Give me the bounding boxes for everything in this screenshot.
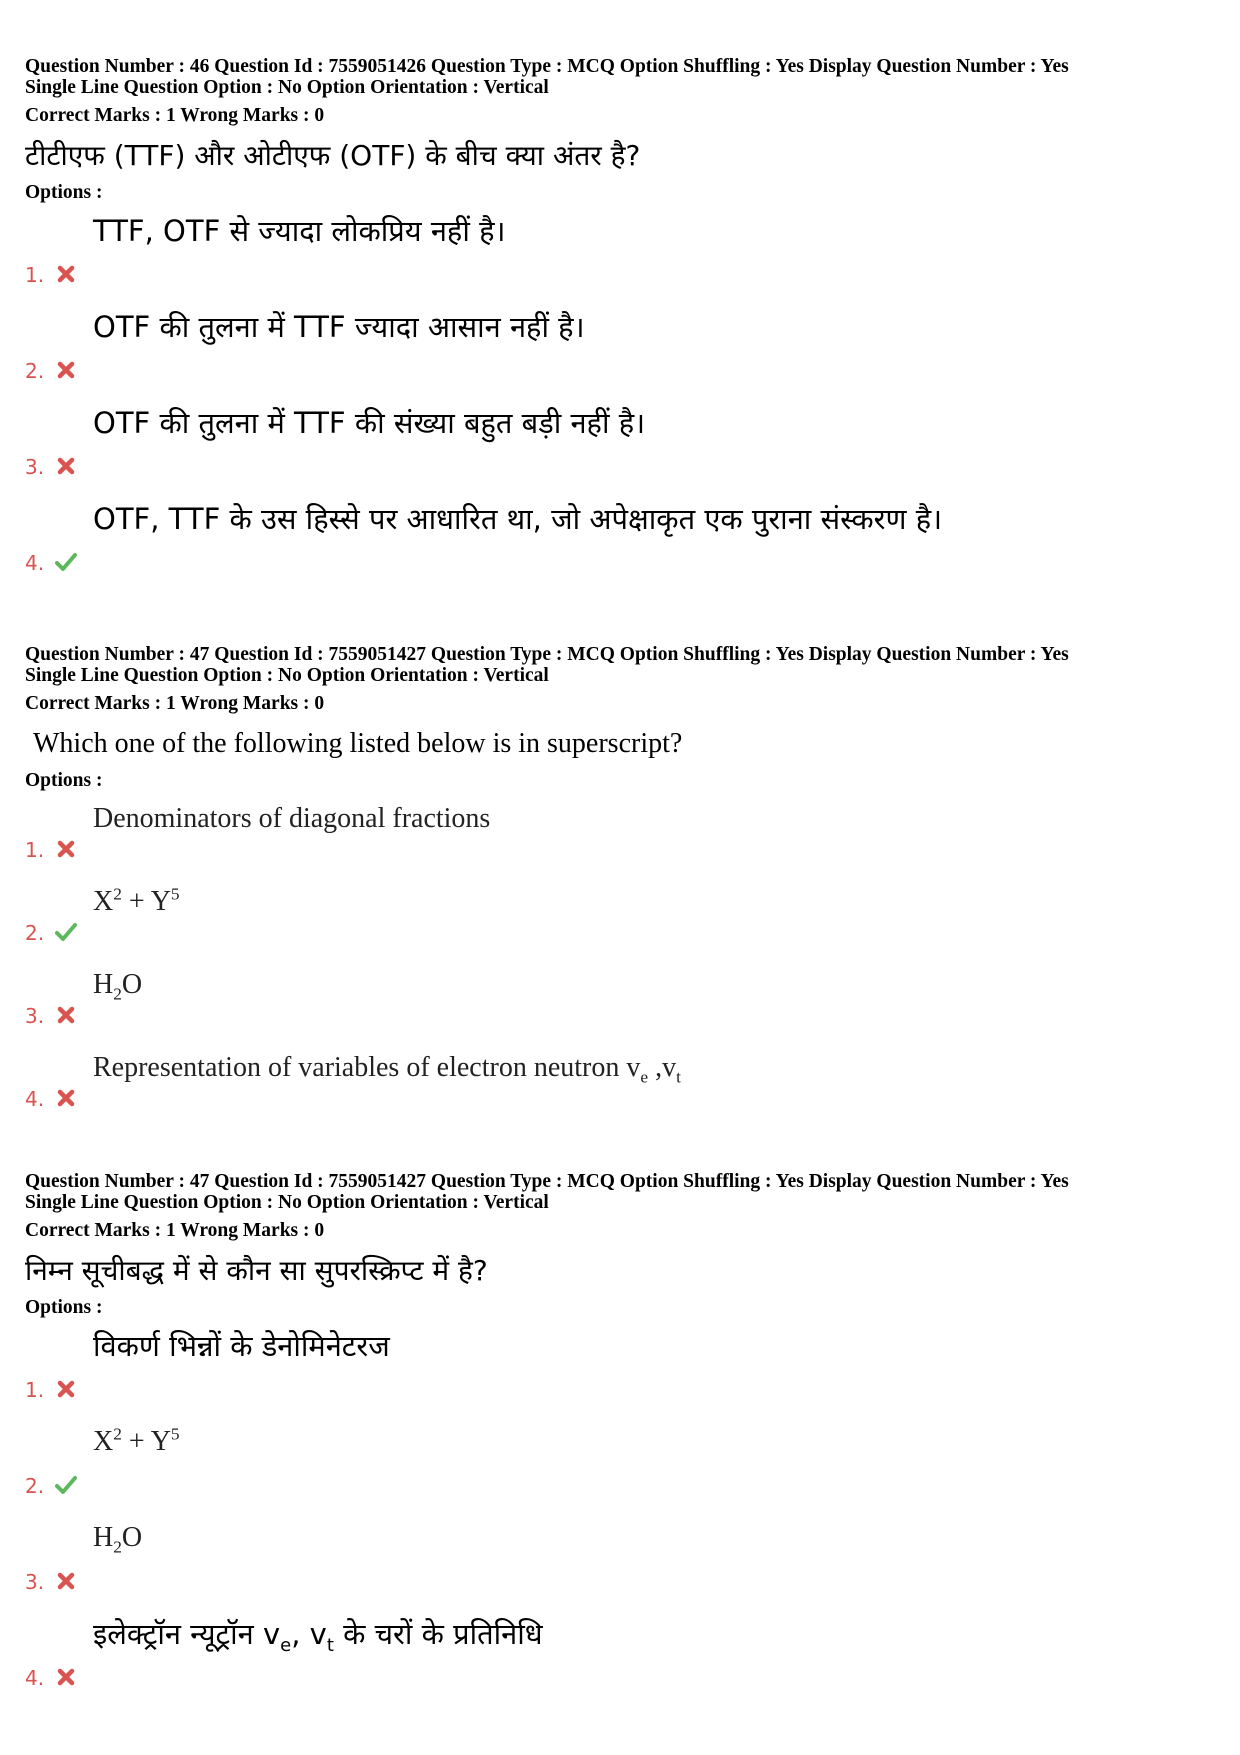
marks-info: Correct Marks : 1 Wrong Marks : 0: [25, 105, 325, 126]
o-term: O: [121, 969, 143, 1000]
x-term: X: [93, 1426, 114, 1457]
option-text: OTF की तुलना में TTF की संख्या बहुत बड़ी नहीं है।: [93, 406, 646, 440]
check-icon: [55, 1474, 77, 1496]
y-exponent: 5: [170, 884, 180, 904]
check-icon: [55, 921, 77, 943]
y-term: Y: [150, 1426, 171, 1457]
option-number: 1.: [25, 838, 45, 862]
option-4[interactable]: [25, 1606, 1215, 1702]
option-1[interactable]: [25, 791, 1215, 874]
option-3[interactable]: [25, 395, 1215, 491]
option-number: 3.: [25, 1570, 45, 1594]
option-text: [93, 1048, 681, 1088]
option-formula: [93, 882, 180, 922]
option-formula: [93, 1422, 180, 1462]
question-meta-2: Single Line Question Option : No Option Orientation : Vertical: [25, 665, 549, 686]
question-47-hindi: [25, 1171, 1215, 1702]
question-meta-2: Single Line Question Option : No Option Orientation : Vertical: [25, 1192, 549, 1213]
cross-icon: [55, 1378, 77, 1400]
question-text: टीटीएफ (TTF) और ओटीएफ (OTF) के बीच क्या अंतर है?: [25, 139, 641, 172]
option-number: 3.: [25, 455, 45, 479]
o-term: O: [121, 1522, 143, 1553]
option-number: 3.: [25, 1004, 45, 1028]
option-number: 4.: [25, 1087, 45, 1111]
option-number: 1.: [25, 263, 45, 287]
y-term: Y: [150, 886, 171, 917]
option-text: OTF, TTF के उस हिस्से पर आधारित था, जो अपेक्षाकृत एक पुराना संस्करण है।: [93, 502, 943, 536]
v-term: v: [262, 1617, 281, 1651]
option-text: विकर्ण भिन्नों के डेनोमिनेटरज: [93, 1329, 390, 1363]
option-text: TTF, OTF से ज्यादा लोकप्रिय नहीं है।: [93, 214, 506, 248]
option-text-main: इलेक्ट्रॉन न्यूट्रॉन: [93, 1617, 263, 1651]
h-term: H: [93, 969, 114, 1000]
question-46: [25, 56, 1215, 587]
option-4[interactable]: [25, 1040, 1215, 1123]
option-number: 2.: [25, 1474, 45, 1498]
option-number: 1.: [25, 1378, 45, 1402]
check-icon: [55, 551, 77, 573]
cross-icon: [55, 455, 77, 477]
cross-icon: [55, 1666, 77, 1688]
option-2[interactable]: [25, 1414, 1215, 1510]
option-number: 2.: [25, 921, 45, 945]
options-label: Options :: [25, 770, 103, 791]
question-47-english: [25, 644, 1215, 1123]
question-meta: Question Number : 46 Question Id : 7559051426 Question Type : MCQ Option Shuffling : Yes Display Question Number : Yes: [25, 56, 1069, 77]
option-formula: [93, 1518, 142, 1558]
question-text: निम्न सूचीबद्ध में से कौन सा सुपरस्क्रिप्ट में है?: [25, 1254, 488, 1287]
h-subscript: 2: [113, 984, 122, 1004]
x-exponent: 2: [113, 884, 122, 904]
v-subscript: e: [280, 1634, 292, 1656]
v-subscript: e: [640, 1067, 649, 1087]
option-2[interactable]: [25, 874, 1215, 957]
question-meta-2: Single Line Question Option : No Option Orientation : Vertical: [25, 77, 549, 98]
x-term: X: [93, 886, 114, 917]
separator: ,: [648, 1052, 663, 1083]
option-text: [93, 1614, 543, 1654]
option-formula: [93, 965, 142, 1005]
options-label: Options :: [25, 182, 103, 203]
separator: ,: [291, 1617, 310, 1651]
v-subscript: t: [326, 1634, 334, 1656]
plus-sign: +: [121, 886, 151, 917]
option-number: 4.: [25, 551, 45, 575]
option-1[interactable]: [25, 1318, 1215, 1414]
h-subscript: 2: [113, 1537, 122, 1557]
cross-icon: [55, 1087, 77, 1109]
cross-icon: [55, 1004, 77, 1026]
question-meta: Question Number : 47 Question Id : 7559051427 Question Type : MCQ Option Shuffling : Yes Display Question Number : Yes: [25, 1171, 1069, 1192]
option-2[interactable]: [25, 299, 1215, 395]
v-term: v: [309, 1617, 327, 1651]
option-text: Denominators of diagonal fractions: [93, 803, 491, 834]
y-exponent: 5: [170, 1424, 180, 1444]
plus-sign: +: [121, 1426, 151, 1457]
question-meta: Question Number : 47 Question Id : 7559051427 Question Type : MCQ Option Shuffling : Yes Display Question Number : Yes: [25, 644, 1069, 665]
cross-icon: [55, 359, 77, 381]
option-3[interactable]: [25, 957, 1215, 1040]
v-term: v: [662, 1052, 677, 1083]
h-term: H: [93, 1522, 114, 1553]
options-label: Options :: [25, 1297, 103, 1318]
cross-icon: [55, 838, 77, 860]
x-exponent: 2: [113, 1424, 122, 1444]
option-text-main: Representation of variables of electron neutron: [93, 1052, 627, 1083]
marks-info: Correct Marks : 1 Wrong Marks : 0: [25, 693, 325, 714]
question-text: Which one of the following listed below is in superscript?: [33, 728, 683, 759]
marks-info: Correct Marks : 1 Wrong Marks : 0: [25, 1220, 325, 1241]
v-term: v: [626, 1052, 641, 1083]
cross-icon: [55, 263, 77, 285]
option-text: OTF की तुलना में TTF ज्यादा आसान नहीं है।: [93, 310, 585, 344]
option-number: 4.: [25, 1666, 45, 1690]
option-4[interactable]: [25, 491, 1215, 587]
option-text-tail: के चरों के प्रतिनिधि: [333, 1617, 543, 1651]
option-3[interactable]: [25, 1510, 1215, 1606]
option-1[interactable]: [25, 203, 1215, 299]
cross-icon: [55, 1570, 77, 1592]
option-number: 2.: [25, 359, 45, 383]
v-subscript: t: [676, 1067, 681, 1087]
